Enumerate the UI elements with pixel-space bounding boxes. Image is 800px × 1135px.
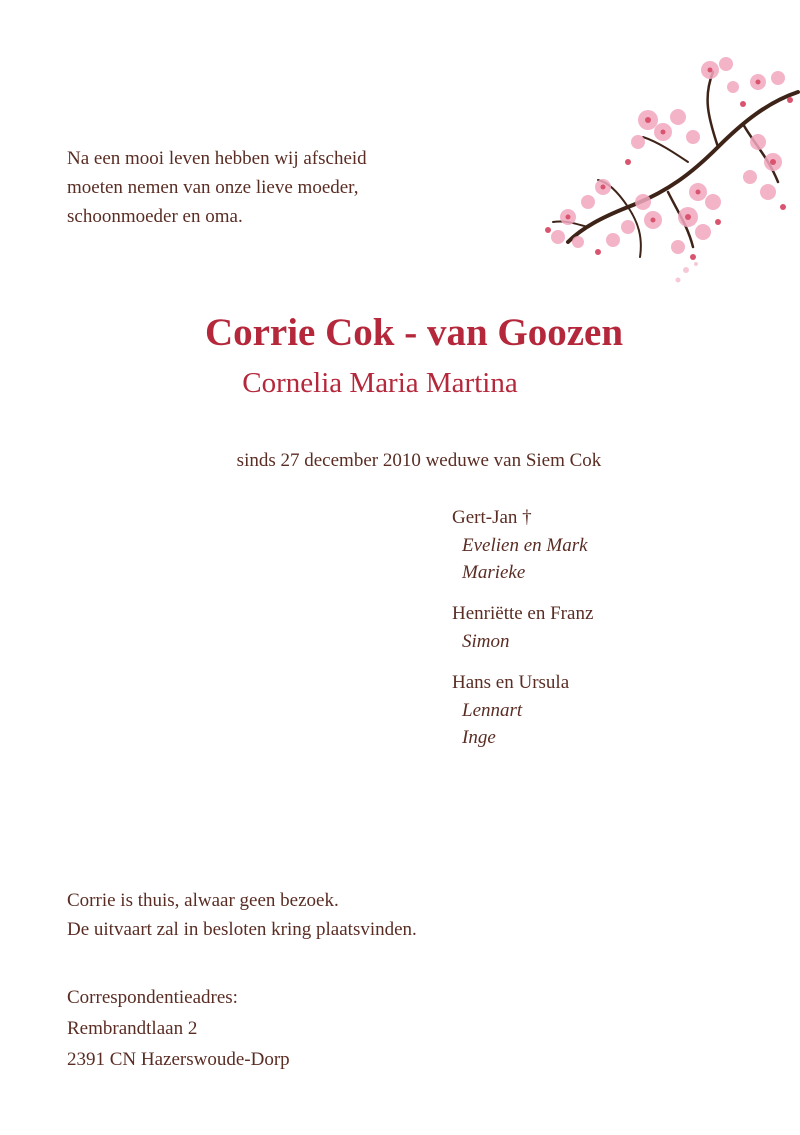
address-city: 2391 CN Hazerswoude-Dorp xyxy=(67,1049,290,1070)
deceased-name: Corrie Cok - van Goozen xyxy=(204,311,624,354)
intro-line: schoonmoeder en oma. xyxy=(67,206,243,227)
correspondence-address xyxy=(67,982,290,1075)
family-list xyxy=(452,504,593,765)
family-member: Gert-Jan † xyxy=(452,507,532,528)
grandchild: Marieke xyxy=(462,562,526,583)
closing-line: Corrie is thuis, alwaar geen bezoek. xyxy=(67,890,339,911)
family-member: Hans en Ursula xyxy=(452,672,570,693)
address-street: Rembrandtlaan 2 xyxy=(67,1018,198,1039)
family-group xyxy=(452,669,593,751)
closing-line: De uitvaart zal in besloten kring plaatsvinden. xyxy=(67,919,417,940)
grandchild: Inge xyxy=(462,727,496,748)
intro-line: moeten nemen van onze lieve moeder, xyxy=(67,177,359,198)
cherry-blossom-branch-icon xyxy=(528,42,800,292)
widow-line: sinds 27 december 2010 weduwe van Siem Cok xyxy=(236,450,602,471)
family-member: Henriëtte en Franz xyxy=(452,603,594,624)
family-group xyxy=(452,504,593,586)
intro-text xyxy=(67,144,367,231)
intro-line: Na een mooi leven hebben wij afscheid xyxy=(67,148,367,169)
deceased-full-name: Cornelia Maria Martina xyxy=(242,367,518,399)
grandchild: Simon xyxy=(462,631,510,652)
address-label: Correspondentieadres: xyxy=(67,987,238,1008)
family-group xyxy=(452,600,593,655)
grandchild: Lennart xyxy=(462,700,523,721)
grandchild: Evelien en Mark xyxy=(462,535,588,556)
closing-text xyxy=(67,886,417,944)
